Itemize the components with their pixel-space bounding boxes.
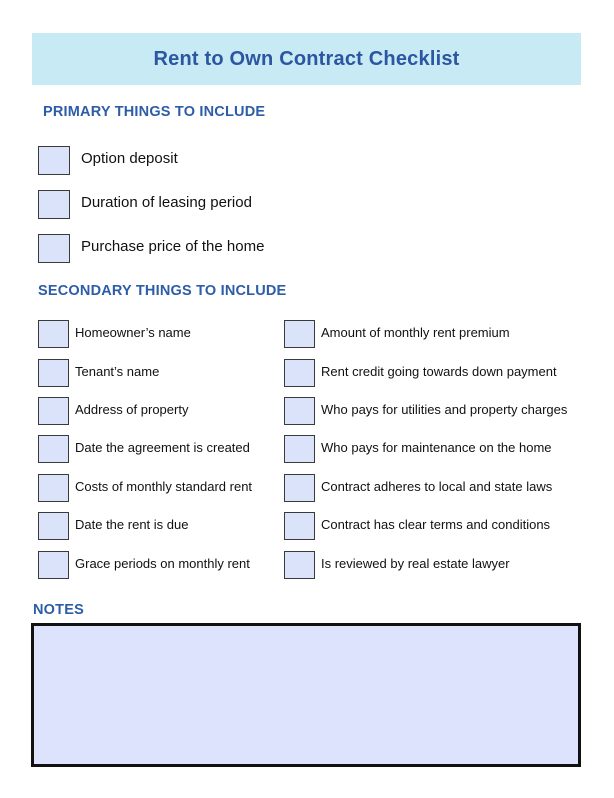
checklist-item-label: Rent credit going towards down payment [321,364,557,379]
checklist-item-label: Amount of monthly rent premium [321,325,510,340]
checklist-item-label: Date the agreement is created [75,440,250,455]
notes-field[interactable] [31,623,581,767]
checkbox-rent-due-date[interactable] [38,512,69,540]
checklist-item-label: Costs of monthly standard rent [75,479,253,494]
checkbox-monthly-rent-premium[interactable] [284,320,315,348]
checklist-item-label: Grace periods on monthly rent [75,556,250,571]
checkbox-homeowners-name[interactable] [38,320,69,348]
checkbox-monthly-standard-rent[interactable] [38,474,69,502]
checkbox-utilities-payment[interactable] [284,397,315,425]
checklist-item-label: Is reviewed by real estate lawyer [321,556,510,571]
checklist-item-label: Address of property [75,402,189,417]
checkbox-lawyer-review[interactable] [284,551,315,579]
checkbox-address-of-property[interactable] [38,397,69,425]
checklist-item-label: Contract has clear terms and conditions [321,517,551,532]
checklist-item-label: Option deposit [81,150,178,167]
checkbox-purchase-price[interactable] [38,234,70,263]
checklist-item-label: Date the rent is due [75,517,189,532]
checklist-item-label: Who pays for utilities and property charges [321,402,568,417]
secondary-section-heading: SECONDARY THINGS TO INCLUDE [38,283,287,299]
checkbox-clear-terms[interactable] [284,512,315,540]
primary-section-heading: PRIMARY THINGS TO INCLUDE [43,104,266,120]
checkbox-agreement-date[interactable] [38,435,69,463]
notes-heading: NOTES [33,602,84,618]
checkbox-rent-credit[interactable] [284,359,315,387]
checkbox-grace-periods[interactable] [38,551,69,579]
checkbox-duration-of-leasing-period[interactable] [38,190,70,219]
page-title: Rent to Own Contract Checklist [153,47,460,70]
checklist-item-label: Duration of leasing period [81,194,252,211]
checkbox-maintenance-payment[interactable] [284,435,315,463]
checkbox-local-state-laws[interactable] [284,474,315,502]
checklist-item-label: Purchase price of the home [81,238,265,255]
checklist-item-label: Who pays for maintenance on the home [321,440,552,455]
checkbox-tenants-name[interactable] [38,359,69,387]
checkbox-option-deposit[interactable] [38,146,70,175]
checklist-item-label: Contract adheres to local and state laws [321,479,553,494]
title-banner [32,33,581,85]
checklist-item-label: Tenant’s name [75,364,160,379]
checklist-item-label: Homeowner’s name [75,325,191,340]
